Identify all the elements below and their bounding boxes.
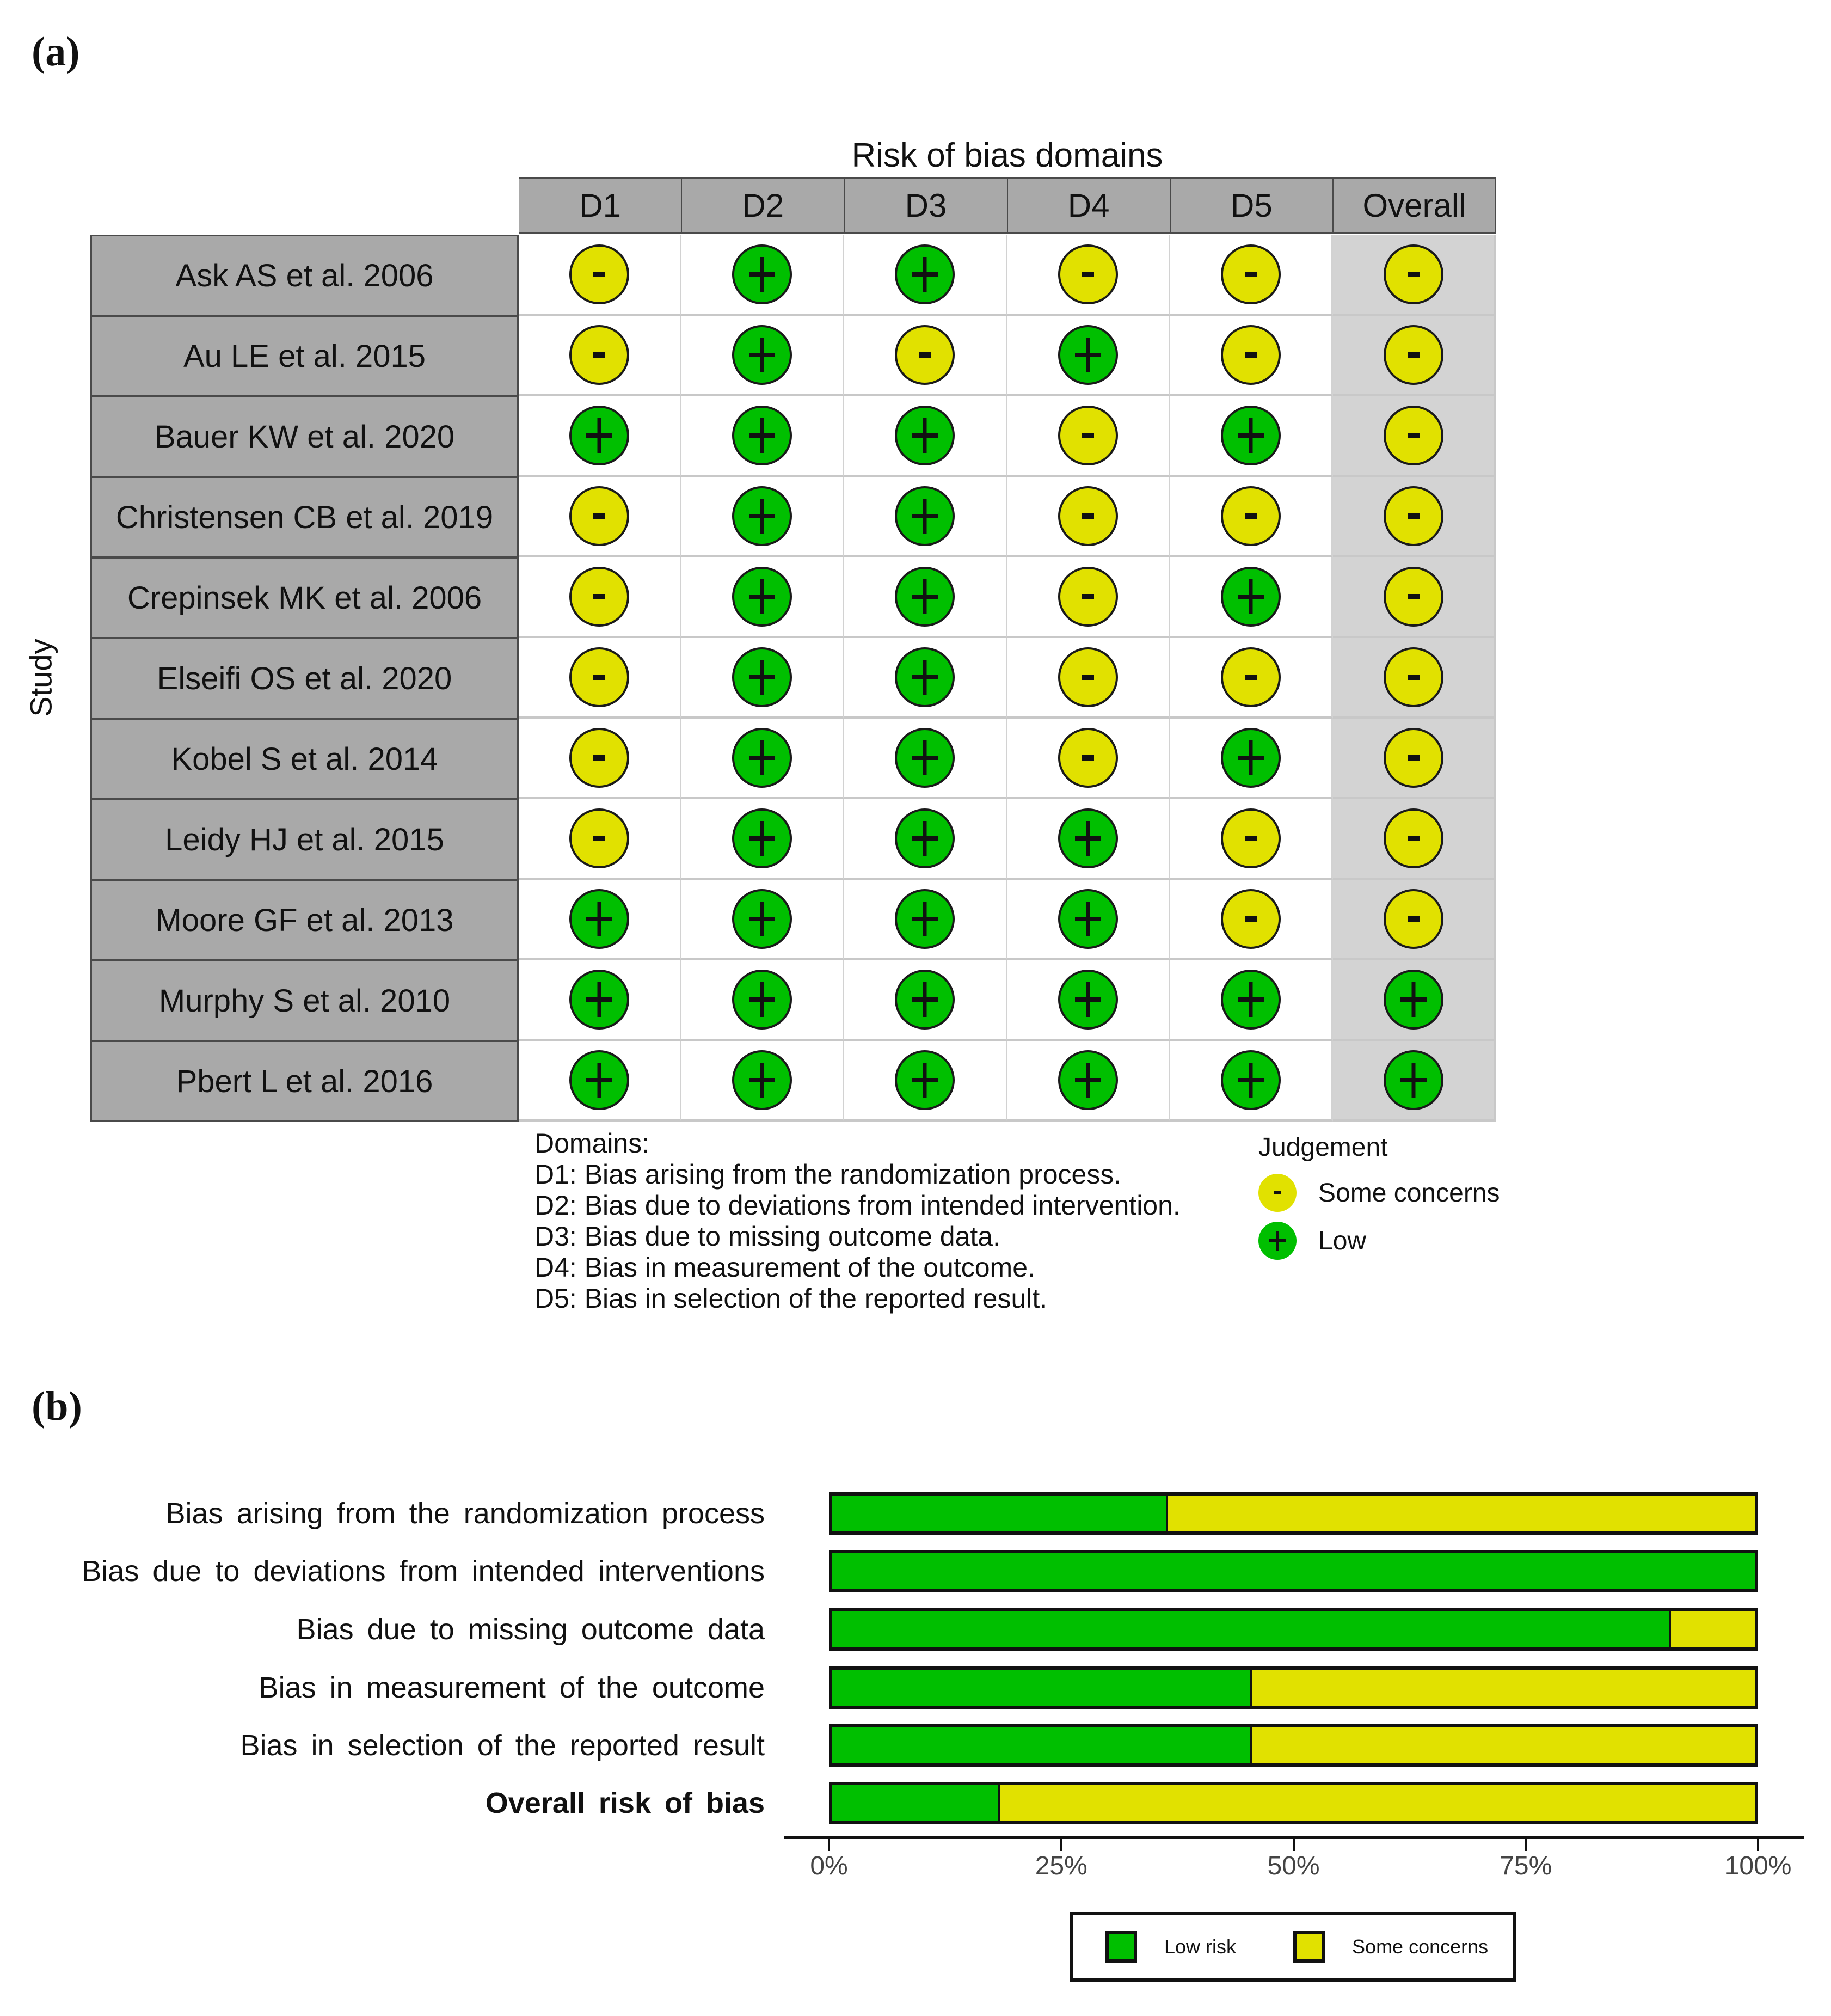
plus-circle-icon — [1058, 889, 1118, 949]
domains-legend — [534, 1128, 1181, 1314]
judgement-cell-d1 — [519, 719, 681, 799]
judgement-cell-overall — [1333, 799, 1496, 880]
plus-circle-icon — [569, 970, 629, 1030]
domain-definition-d5: D5: Bias in selection of the reported result. — [534, 1283, 1048, 1314]
minus-circle-icon — [1221, 808, 1281, 868]
plus-circle-icon — [569, 406, 629, 465]
study-label: Pbert L et al. 2016 — [90, 1041, 519, 1122]
judgement-cell-overall — [1333, 960, 1496, 1041]
x-tick-label: 0% — [810, 1852, 848, 1880]
bar-segment-low-risk — [832, 1727, 1252, 1763]
minus-circle-icon — [569, 486, 629, 546]
minus-circle-icon — [1058, 567, 1118, 627]
plus-circle-icon — [895, 970, 955, 1030]
judgement-cell-d2 — [681, 557, 844, 638]
judgement-cell-overall — [1333, 880, 1496, 960]
judgement-cell-d2 — [681, 316, 844, 396]
panel-b-label: (b) — [32, 1383, 82, 1429]
bar-row — [0, 1492, 1831, 1535]
study-label: Leidy HJ et al. 2015 — [90, 799, 519, 880]
plus-circle-icon — [1384, 970, 1443, 1030]
study-row — [90, 316, 1496, 396]
judgement-cell-d4 — [1007, 477, 1170, 557]
minus-circle-icon — [1384, 406, 1443, 465]
study-label: Moore GF et al. 2013 — [90, 880, 519, 960]
study-label: Murphy S et al. 2010 — [90, 960, 519, 1041]
judgement-cell-d1 — [519, 799, 681, 880]
judgement-cell-d2 — [681, 960, 844, 1041]
minus-circle-icon — [569, 808, 629, 868]
plus-circle-icon — [895, 808, 955, 868]
study-row — [90, 960, 1496, 1041]
minus-circle-icon — [1384, 325, 1443, 385]
minus-circle-icon — [1221, 647, 1281, 707]
x-tick-mark — [1757, 1839, 1759, 1851]
judgement-cell-d4 — [1007, 880, 1170, 960]
judgement-cell-d3 — [844, 960, 1007, 1041]
plus-circle-icon — [895, 567, 955, 627]
plus-circle-icon — [1221, 406, 1281, 465]
judgement-cell-d4 — [1007, 799, 1170, 880]
minus-circle-icon — [1384, 889, 1443, 949]
stacked-bar — [829, 1492, 1758, 1535]
plus-circle-icon — [1221, 567, 1281, 627]
judgement-cell-d3 — [844, 235, 1007, 316]
plus-circle-icon — [732, 889, 792, 949]
bar-category-label: Bias in measurement of the outcome — [259, 1671, 765, 1704]
legend-label-some-concerns: Some concerns — [1352, 1935, 1489, 1958]
minus-circle-icon — [1058, 728, 1118, 788]
traffic-light-title: Risk of bias domains — [851, 137, 1163, 174]
judgement-cell-d3 — [844, 638, 1007, 719]
judgement-cell-d2 — [681, 1041, 844, 1122]
judgement-cell-overall — [1333, 638, 1496, 719]
plus-circle-icon — [1258, 1222, 1297, 1260]
plus-circle-icon — [732, 1050, 792, 1110]
judgement-cell-d1 — [519, 638, 681, 719]
bar-segment-low-risk — [832, 1670, 1252, 1706]
plus-circle-icon — [1384, 1050, 1443, 1110]
study-row — [90, 235, 1496, 316]
minus-circle-icon — [1221, 244, 1281, 304]
minus-circle-icon — [569, 647, 629, 707]
x-tick-label: 75% — [1500, 1852, 1552, 1880]
judgement-cell-d4 — [1007, 235, 1170, 316]
stacked-bar — [829, 1724, 1758, 1767]
some-concerns-swatch-icon — [1293, 1931, 1325, 1963]
column-header-d1: D1 — [519, 177, 681, 234]
judgement-cell-d5 — [1170, 235, 1333, 316]
study-row — [90, 719, 1496, 799]
stacked-bar — [829, 1550, 1758, 1592]
judgement-cell-d3 — [844, 557, 1007, 638]
judgement-cell-d5 — [1170, 557, 1333, 638]
study-row — [90, 396, 1496, 477]
plus-circle-icon — [732, 325, 792, 385]
judgement-cell-overall — [1333, 557, 1496, 638]
plus-circle-icon — [1221, 1050, 1281, 1110]
judgement-cell-d3 — [844, 1041, 1007, 1122]
stacked-bar — [829, 1782, 1758, 1824]
judgement-cell-d3 — [844, 880, 1007, 960]
judgement-cell-d2 — [681, 719, 844, 799]
study-label: Christensen CB et al. 2019 — [90, 477, 519, 557]
minus-circle-icon — [1221, 486, 1281, 546]
judgement-legend-item-low — [1258, 1223, 1500, 1258]
judgement-cell-d5 — [1170, 960, 1333, 1041]
plus-circle-icon — [732, 970, 792, 1030]
panel-a-label: (a) — [32, 29, 80, 75]
domain-definition-d3: D3: Bias due to missing outcome data. — [534, 1221, 1001, 1252]
domain-definition-d1: D1: Bias arising from the randomization process. — [534, 1159, 1122, 1190]
judgement-cell-d4 — [1007, 960, 1170, 1041]
minus-circle-icon — [895, 325, 955, 385]
domain-definition-d4: D4: Bias in measurement of the outcome. — [534, 1252, 1035, 1283]
plus-circle-icon — [895, 244, 955, 304]
x-tick-label: 100% — [1724, 1852, 1792, 1880]
judgement-cell-overall — [1333, 316, 1496, 396]
judgement-cell-d4 — [1007, 719, 1170, 799]
plus-circle-icon — [1058, 325, 1118, 385]
domains-legend-heading: Domains: — [534, 1128, 650, 1159]
judgement-legend-label: Some concerns — [1318, 1178, 1500, 1208]
plus-circle-icon — [569, 889, 629, 949]
judgement-cell-d1 — [519, 235, 681, 316]
judgement-cell-d2 — [681, 638, 844, 719]
study-row — [90, 799, 1496, 880]
plus-circle-icon — [1058, 1050, 1118, 1110]
plus-circle-icon — [732, 728, 792, 788]
column-header-d4: D4 — [1007, 177, 1170, 234]
plus-circle-icon — [895, 406, 955, 465]
judgement-cell-d1 — [519, 960, 681, 1041]
x-tick-label: 50% — [1267, 1852, 1320, 1880]
summary-bar-chart — [0, 1470, 1831, 1905]
domain-definition-d2: D2: Bias due to deviations from intended intervention. — [534, 1190, 1181, 1221]
study-label: Ask AS et al. 2006 — [90, 235, 519, 316]
minus-circle-icon — [1384, 808, 1443, 868]
x-tick-mark — [1525, 1839, 1527, 1851]
minus-circle-icon — [1221, 889, 1281, 949]
bar-row — [0, 1782, 1831, 1824]
plus-circle-icon — [1058, 970, 1118, 1030]
judgement-legend-heading: Judgement — [1258, 1133, 1388, 1162]
stacked-bar — [829, 1608, 1758, 1651]
x-tick-mark — [1293, 1839, 1295, 1851]
minus-circle-icon — [569, 567, 629, 627]
judgement-legend-label: Low — [1318, 1226, 1367, 1255]
study-row — [90, 557, 1496, 638]
plus-circle-icon — [1221, 970, 1281, 1030]
column-header-d3: D3 — [844, 177, 1007, 234]
plus-circle-icon — [569, 1050, 629, 1110]
study-row — [90, 1041, 1496, 1122]
judgement-cell-d5 — [1170, 316, 1333, 396]
judgement-cell-overall — [1333, 396, 1496, 477]
judgement-cell-d1 — [519, 557, 681, 638]
bar-chart-legend — [1070, 1912, 1516, 1982]
plus-circle-icon — [895, 728, 955, 788]
x-tick-mark — [1060, 1839, 1062, 1851]
minus-circle-icon — [569, 728, 629, 788]
plus-circle-icon — [732, 647, 792, 707]
column-header-d5: D5 — [1170, 177, 1333, 234]
study-label: Au LE et al. 2015 — [90, 316, 519, 396]
plus-circle-icon — [732, 244, 792, 304]
judgement-cell-d5 — [1170, 1041, 1333, 1122]
judgement-cell-d3 — [844, 316, 1007, 396]
judgement-cell-d4 — [1007, 1041, 1170, 1122]
bar-category-label: Bias in selection of the reported result — [240, 1729, 765, 1762]
judgement-cell-d4 — [1007, 396, 1170, 477]
plus-circle-icon — [895, 486, 955, 546]
minus-circle-icon — [1384, 728, 1443, 788]
bar-category-label: Bias due to deviations from intended interventions — [82, 1555, 765, 1588]
judgement-cell-d5 — [1170, 799, 1333, 880]
judgement-cell-d5 — [1170, 396, 1333, 477]
study-row — [90, 477, 1496, 557]
study-label: Elseifi OS et al. 2020 — [90, 638, 519, 719]
judgement-cell-d4 — [1007, 316, 1170, 396]
judgement-legend — [1258, 1132, 1500, 1258]
bar-segment-low-risk — [832, 1611, 1671, 1647]
judgement-cell-d5 — [1170, 880, 1333, 960]
bar-segment-low-risk — [832, 1785, 1000, 1821]
minus-circle-icon — [1221, 325, 1281, 385]
judgement-cell-d1 — [519, 396, 681, 477]
study-row — [90, 638, 1496, 719]
low-risk-swatch-icon — [1105, 1931, 1137, 1963]
bar-row — [0, 1608, 1831, 1651]
judgement-cell-d2 — [681, 396, 844, 477]
plus-circle-icon — [732, 406, 792, 465]
minus-circle-icon — [1384, 567, 1443, 627]
judgement-cell-overall — [1333, 477, 1496, 557]
x-tick-mark — [828, 1839, 830, 1851]
bar-row — [0, 1666, 1831, 1709]
plus-circle-icon — [1221, 728, 1281, 788]
judgement-cell-d5 — [1170, 477, 1333, 557]
minus-circle-icon — [1384, 486, 1443, 546]
judgement-cell-d3 — [844, 719, 1007, 799]
plus-circle-icon — [732, 486, 792, 546]
bar-category-label: Bias arising from the randomization process — [165, 1497, 765, 1530]
minus-circle-icon — [1384, 244, 1443, 304]
judgement-legend-item-some-concerns — [1258, 1175, 1500, 1210]
judgement-cell-d5 — [1170, 719, 1333, 799]
judgement-cell-d1 — [519, 1041, 681, 1122]
traffic-light-grid — [90, 235, 1496, 1122]
study-row — [90, 880, 1496, 960]
judgement-cell-d3 — [844, 799, 1007, 880]
judgement-cell-d2 — [681, 477, 844, 557]
judgement-cell-d1 — [519, 477, 681, 557]
bar-segment-low-risk — [832, 1496, 1168, 1531]
judgement-cell-d4 — [1007, 557, 1170, 638]
minus-circle-icon — [1058, 486, 1118, 546]
judgement-cell-overall — [1333, 235, 1496, 316]
plus-circle-icon — [732, 567, 792, 627]
bar-row — [0, 1724, 1831, 1767]
study-label: Crepinsek MK et al. 2006 — [90, 557, 519, 638]
study-label: Kobel S et al. 2014 — [90, 719, 519, 799]
minus-circle-icon — [1258, 1174, 1297, 1212]
judgement-cell-overall — [1333, 1041, 1496, 1122]
minus-circle-icon — [1058, 647, 1118, 707]
plus-circle-icon — [895, 647, 955, 707]
x-tick-label: 25% — [1035, 1852, 1087, 1880]
minus-circle-icon — [1058, 406, 1118, 465]
judgement-cell-d2 — [681, 235, 844, 316]
study-label: Bauer KW et al. 2020 — [90, 396, 519, 477]
plus-circle-icon — [895, 1050, 955, 1110]
judgement-cell-d4 — [1007, 638, 1170, 719]
judgement-cell-d1 — [519, 880, 681, 960]
minus-circle-icon — [569, 325, 629, 385]
bar-row — [0, 1550, 1831, 1592]
minus-circle-icon — [1384, 647, 1443, 707]
judgement-cell-d3 — [844, 477, 1007, 557]
legend-label-low-risk: Low risk — [1164, 1935, 1237, 1958]
plus-circle-icon — [732, 808, 792, 868]
bar-category-label: Bias due to missing outcome data — [296, 1613, 765, 1646]
plus-circle-icon — [1058, 808, 1118, 868]
minus-circle-icon — [569, 244, 629, 304]
plus-circle-icon — [895, 889, 955, 949]
judgement-cell-d2 — [681, 799, 844, 880]
judgement-cell-d5 — [1170, 638, 1333, 719]
judgement-cell-d1 — [519, 316, 681, 396]
domain-header-row — [519, 177, 1496, 234]
column-header-overall: Overall — [1333, 177, 1496, 234]
stacked-bar — [829, 1666, 1758, 1709]
judgement-cell-d3 — [844, 396, 1007, 477]
bar-category-label: Overall risk of bias — [485, 1787, 765, 1819]
bar-segment-low-risk — [832, 1553, 1755, 1589]
judgement-cell-overall — [1333, 719, 1496, 799]
judgement-cell-d2 — [681, 880, 844, 960]
column-header-d2: D2 — [681, 177, 844, 234]
minus-circle-icon — [1058, 244, 1118, 304]
study-axis-label: Study — [23, 639, 58, 717]
